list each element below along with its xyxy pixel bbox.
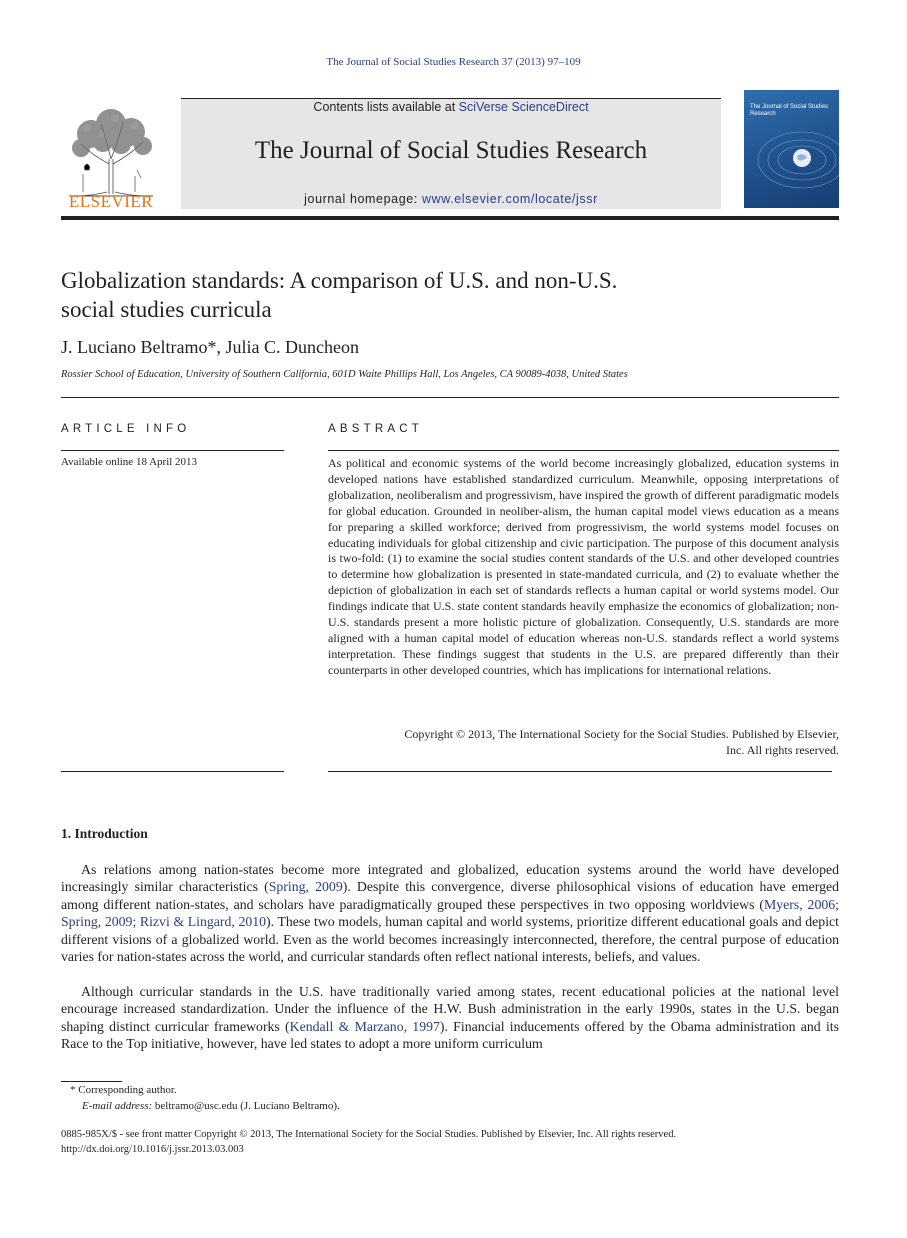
sciencedirect-link[interactable]: SciVerse ScienceDirect [458, 100, 589, 114]
contents-availability [181, 100, 721, 114]
journal-masthead [61, 88, 839, 210]
cover-globe-graphic [744, 90, 839, 208]
journal-title: The Journal of Social Studies Research [254, 137, 648, 164]
abstract-heading: ABSTRACT [328, 423, 423, 435]
email-label: E-mail address: [82, 1100, 153, 1112]
paragraph-text: ). Financial inducements offered by the Obama administration and its Race to the Top initiative, however, have led states to adopt a more uniform curriculum [61, 1018, 839, 1052]
article-title-line1: Globalization standards: A comparison of U.S. and non-U.S. [61, 268, 618, 293]
masthead-rule [61, 216, 839, 220]
masthead-banner [181, 98, 721, 209]
copyright-line1: Copyright © 2013, The International Society for the Social Studies. Published by Elsevier, [404, 727, 839, 741]
abstract-text: As political and economic systems of the world become increasingly globalized, education systems in developed nations have established standardized curriculum. Meanwhile, opposing interpretations of globalization, neoliberalism and progressivism, have inspired the growth of different paradigmatic models for global education. Grounded in neoliber-alism, the human capital model views education as a means for preparing a skilled workforce; derived from progressivism, the world systems model focuses on educating individuals for global citizenship and civic participation. The purpose of this document analysis is two-fold: (1) to examine the social studies content standards of the U.S. and other developed countries to determine how globalization is presented in state-mandated curricula, and (2) to evaluate whether the depiction of globalization in each set of standards reflects a human capital or world systems model. Our findings indicate that U.S. state content standards heavily emphasize the economics of globalization; non-U.S. standards present a more holistic picture of globalization. Consequently, U.S. standards are more aligned with a human capital model of education whereas non-U.S. standards reflect a world systems interpretation. These findings suggest that students in the U.S. are prepared differently than their counterparts in other developed countries, which has implications for international relations. [328, 456, 839, 677]
article-info-heading: ARTICLE INFO [61, 423, 191, 435]
paragraph-text: As relations among nation-states become more integrated and globalized, education systems around the world have developed increasingly similar characteristics ( [61, 862, 839, 895]
homepage-prefix: journal homepage: [304, 192, 422, 206]
header-divider [61, 397, 839, 398]
email-address[interactable]: beltramo@usc.edu (J. Luciano Beltramo). [152, 1100, 340, 1112]
homepage-link[interactable]: www.elsevier.com/locate/jssr [421, 192, 598, 206]
email-note [82, 1100, 340, 1112]
citation-link[interactable]: Kendall & Marzano, 1997 [289, 1018, 440, 1034]
abstract-rule [328, 450, 839, 451]
available-online-date: Available online 18 April 2013 [61, 456, 198, 468]
contents-prefix: Contents lists available at [313, 100, 459, 114]
intro-paragraph-2 [61, 983, 839, 1053]
intro-paragraph-1 [61, 861, 839, 965]
abstract-copyright [328, 727, 839, 759]
article-info-rule [61, 450, 284, 451]
copyright-line2: Inc. All rights reserved. [726, 742, 839, 757]
paragraph-text: ). Despite this convergence, diverse philosophical visions of education have emerged among different nation-states, and scholars have paradigmatically grouped these perspectives in two opposing worldviews ( [61, 879, 839, 912]
doi-link[interactable]: http://dx.doi.org/10.1016/j.jssr.2013.03.003 [61, 1144, 244, 1155]
paragraph-text: Although curricular standards in the U.S. have traditionally varied among states, recent educational policies at the national level encourage increased standardization. Under the influence of the H.W. Bush administration in the early 1990s, states in the U.S. began shaping distinct curricular frameworks ( [61, 984, 839, 1034]
paragraph-text: ). These two models, human capital and world systems, prioritize different educational goals and depict different visions of a globalized world. Even as the world becomes increasingly interconnected, therefore, the central purpose of education varies for nation-states across the world, and curricular standards often reflect national interests, beliefs, and values. [61, 914, 839, 965]
author-list[interactable]: J. Luciano Beltramo*, Julia C. Duncheon [61, 337, 359, 357]
publisher-wordmark[interactable]: ELSEVIER [68, 192, 154, 211]
running-head[interactable]: The Journal of Social Studies Research 37 (2013) 97–109 [326, 56, 581, 68]
author-affiliation: Rossier School of Education, University of Southern California, 601D Waite Phillips Hall, Los Angeles, CA 90089-4038, United States [61, 369, 628, 380]
abstract-bottom-rule [328, 771, 832, 772]
section-heading-introduction: 1. Introduction [61, 826, 148, 841]
issn-line: 0885-985X/$ - see front matter Copyright © 2013, The International Society for the Social Studies. Published by Elsevier, Inc. All rights reserved. [61, 1129, 677, 1140]
citation-link[interactable]: Myers, 2006; Spring, 2009; Rizvi & Lingard, 2010 [61, 896, 839, 930]
article-info-bottom-rule [61, 771, 284, 772]
footnote-rule [61, 1081, 122, 1082]
article-title [61, 266, 821, 324]
cover-title: The Journal of Social Studies Research [750, 104, 829, 117]
front-matter [61, 1127, 861, 1157]
article-title-line2: social studies curricula [61, 297, 272, 322]
journal-cover-thumbnail[interactable] [744, 90, 839, 208]
journal-homepage [181, 192, 721, 206]
citation-link[interactable]: Spring, 2009 [268, 879, 343, 895]
corresponding-author-note: * Corresponding author. [70, 1084, 177, 1096]
